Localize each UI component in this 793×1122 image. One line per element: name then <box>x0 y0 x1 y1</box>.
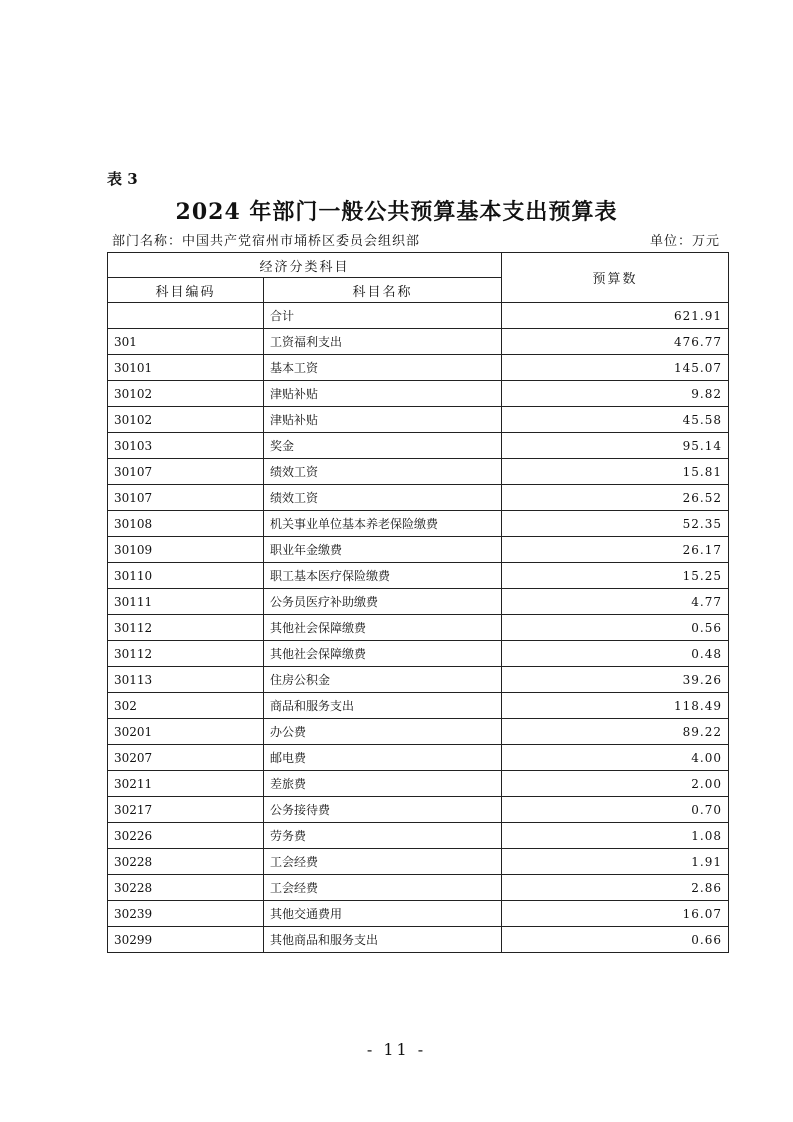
subject-name-cell: 其他商品和服务支出 <box>264 927 502 953</box>
table-row <box>108 693 729 719</box>
budget-amount-cell: 1.08 <box>502 823 729 849</box>
budget-amount-cell: 0.48 <box>502 641 729 667</box>
budget-amount-cell: 52.35 <box>502 511 729 537</box>
budget-amount-cell: 145.07 <box>502 355 729 381</box>
subject-code-cell: 30103 <box>108 433 264 459</box>
table-row <box>108 667 729 693</box>
subject-code-cell: 30107 <box>108 485 264 511</box>
table-body <box>108 303 729 953</box>
subject-code-cell: 30207 <box>108 745 264 771</box>
subject-code-cell: 30226 <box>108 823 264 849</box>
subject-name-cell: 办公费 <box>264 719 502 745</box>
budget-amount-cell: 9.82 <box>502 381 729 407</box>
table-row <box>108 355 729 381</box>
subject-name-cell: 工会经费 <box>264 849 502 875</box>
budget-amount-cell: 39.26 <box>502 667 729 693</box>
subject-code-cell: 30102 <box>108 381 264 407</box>
subject-code-cell: 30239 <box>108 901 264 927</box>
table-row <box>108 745 729 771</box>
subject-code-cell: 30201 <box>108 719 264 745</box>
subject-code-cell: 30112 <box>108 641 264 667</box>
subject-code-cell: 30211 <box>108 771 264 797</box>
budget-amount-cell: 0.70 <box>502 797 729 823</box>
subject-name-cell: 差旅费 <box>264 771 502 797</box>
table-row <box>108 719 729 745</box>
table-row <box>108 381 729 407</box>
budget-amount-cell: 621.91 <box>502 303 729 329</box>
subject-code-cell: 30228 <box>108 849 264 875</box>
table-row <box>108 771 729 797</box>
table-row <box>108 849 729 875</box>
subject-code-cell: 30110 <box>108 563 264 589</box>
budget-amount-cell: 16.07 <box>502 901 729 927</box>
table-row <box>108 537 729 563</box>
budget-table <box>107 252 729 953</box>
table-row <box>108 407 729 433</box>
budget-amount-header: 预算数 <box>502 253 729 303</box>
table-row <box>108 615 729 641</box>
subject-code-cell: 30228 <box>108 875 264 901</box>
budget-amount-cell: 2.00 <box>502 771 729 797</box>
page-title: 2024 年部门一般公共预算基本支出预算表 <box>175 199 618 225</box>
subject-code-cell: 30109 <box>108 537 264 563</box>
subject-code-cell: 30217 <box>108 797 264 823</box>
subject-code-cell: 30113 <box>108 667 264 693</box>
subject-name-cell: 工会经费 <box>264 875 502 901</box>
subject-name-cell: 职业年金缴费 <box>264 537 502 563</box>
subject-name-cell: 职工基本医疗保险缴费 <box>264 563 502 589</box>
table-row <box>108 433 729 459</box>
budget-amount-cell: 95.14 <box>502 433 729 459</box>
department-name: 部门名称：中国共产党宿州市埇桥区委员会组织部 <box>112 234 421 249</box>
table-row <box>108 485 729 511</box>
subject-name-cell: 津贴补贴 <box>264 381 502 407</box>
subject-name-cell: 机关事业单位基本养老保险缴费 <box>264 511 502 537</box>
budget-amount-cell: 15.81 <box>502 459 729 485</box>
budget-amount-cell: 0.66 <box>502 927 729 953</box>
page-number: - 11 - <box>366 1040 427 1059</box>
budget-amount-cell: 45.58 <box>502 407 729 433</box>
table-row <box>108 303 729 329</box>
table-row <box>108 511 729 537</box>
table-row <box>108 823 729 849</box>
subject-code-cell: 30107 <box>108 459 264 485</box>
table-row <box>108 927 729 953</box>
subject-code-cell: 30299 <box>108 927 264 953</box>
subject-name-cell: 其他交通费用 <box>264 901 502 927</box>
subject-name-cell: 劳务费 <box>264 823 502 849</box>
table-label: 表 3 <box>107 170 138 188</box>
subject-code-cell: 30111 <box>108 589 264 615</box>
budget-amount-cell: 476.77 <box>502 329 729 355</box>
economic-category-header: 经济分类科目 <box>108 253 502 278</box>
budget-amount-cell: 26.17 <box>502 537 729 563</box>
subject-code-cell: 30101 <box>108 355 264 381</box>
subject-code-cell: 30102 <box>108 407 264 433</box>
subject-name-cell: 其他社会保障缴费 <box>264 641 502 667</box>
subject-name-cell: 津贴补贴 <box>264 407 502 433</box>
subject-code-header: 科目编码 <box>108 278 264 303</box>
subject-name-cell: 绩效工资 <box>264 459 502 485</box>
table-row <box>108 329 729 355</box>
subject-name-cell: 住房公积金 <box>264 667 502 693</box>
table-row <box>108 875 729 901</box>
table-row <box>108 459 729 485</box>
subject-code-cell: 302 <box>108 693 264 719</box>
budget-amount-cell: 15.25 <box>502 563 729 589</box>
subject-name-cell: 合计 <box>264 303 502 329</box>
subject-name-cell: 商品和服务支出 <box>264 693 502 719</box>
subject-name-cell: 绩效工资 <box>264 485 502 511</box>
subject-name-cell: 邮电费 <box>264 745 502 771</box>
table-row <box>108 589 729 615</box>
unit-label: 单位：万元 <box>649 234 720 249</box>
subject-code-cell: 30108 <box>108 511 264 537</box>
budget-amount-cell: 4.77 <box>502 589 729 615</box>
subject-name-cell: 基本工资 <box>264 355 502 381</box>
subject-name-cell: 工资福利支出 <box>264 329 502 355</box>
subject-name-cell: 奖金 <box>264 433 502 459</box>
subject-code-cell: 30112 <box>108 615 264 641</box>
subject-code-cell <box>108 303 264 329</box>
subject-name-cell: 公务接待费 <box>264 797 502 823</box>
budget-amount-cell: 0.56 <box>502 615 729 641</box>
table-row <box>108 641 729 667</box>
subject-name-cell: 其他社会保障缴费 <box>264 615 502 641</box>
budget-amount-cell: 1.91 <box>502 849 729 875</box>
subject-name-header: 科目名称 <box>264 278 502 303</box>
table-row <box>108 901 729 927</box>
table-row <box>108 797 729 823</box>
budget-amount-cell: 4.00 <box>502 745 729 771</box>
budget-amount-cell: 118.49 <box>502 693 729 719</box>
subject-name-cell: 公务员医疗补助缴费 <box>264 589 502 615</box>
budget-amount-cell: 26.52 <box>502 485 729 511</box>
budget-amount-cell: 89.22 <box>502 719 729 745</box>
table-row <box>108 563 729 589</box>
budget-amount-cell: 2.86 <box>502 875 729 901</box>
subject-code-cell: 301 <box>108 329 264 355</box>
